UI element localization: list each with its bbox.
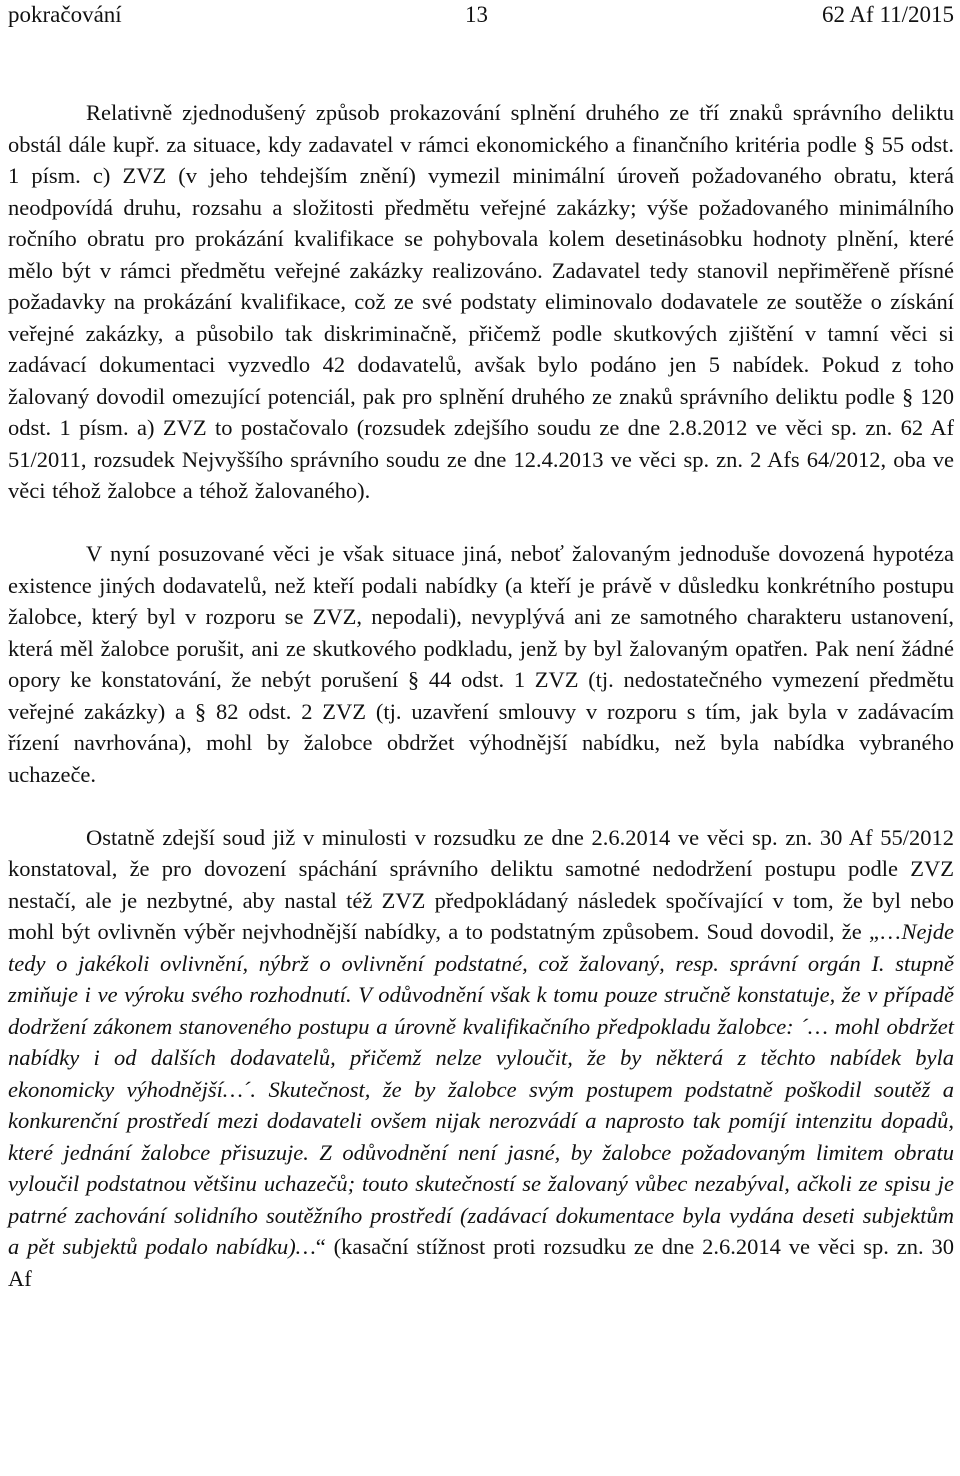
header-continuation-label: pokračování <box>8 2 122 27</box>
document-body <box>8 97 954 1294</box>
paragraph-3 <box>8 822 954 1295</box>
paragraph-1: Relativně zjednodušený způsob prokazování splnění druhého ze tří znaků správního deliktu obstál dále kupř. za situace, kdy zadavatel v rámci ekonomického a finančního kritéria podle § 55 odst. 1 písm. c) ZVZ (v jeho tehdejším znění) vymezil minimální úroveň požadovaného obratu, která neodpovídá druhu, rozsahu a složitosti předmětu veřejné zakázky; výše požadovaného minimálního ročního obratu pro prokázání kvalifikace se pohybovala kolem desetinásobku hodnoty plnění, které mělo být v rámci předmětu veřejné zakázky realizováno. Zadavatel tedy stanovil nepřiměřeně přísné požadavky na prokázání kvalifikace, což ze své podstaty eliminovalo dodavatele ze soutěže o získání veřejné zakázky, a působilo tak diskriminačně, přičemž podle skutkových zjištění v tamní věci si zadávací dokumentaci vyzvedlo 42 dodavatelů, avšak bylo podáno jen 5 nabídek. Pokud z toho žalovaný dovodil omezující potenciál, pak pro splnění druhého ze znaků správního deliktu podle § 120 odst. 1 písm. a) ZVZ to postačovalo (rozsudek zdejšího soudu ze dne 2.8.2012 ve věci sp. zn. 62 Af 51/2011, rozsudek Nejvyššího správního soudu ze dne 12.4.2013 ve věci sp. zn. 2 Afs 64/2012, oba ve věci téhož žalobce a téhož žalovaného). <box>8 100 954 503</box>
paragraph-3-citation: “ (kasační stížnost proti rozsudku ze dne 2.6.2014 ve věci sp. zn. 30 Af <box>8 1234 954 1291</box>
case-number: 62 Af 11/2015 <box>821 2 954 27</box>
paragraph-3-intro: Ostatně zdejší soud již v minulosti v rozsudku ze dne 2.6.2014 ve věci sp. zn. 30 Af 55/2012 konstatoval, že pro dovození spáchání správního deliktu samotné nedodržení postupu podle ZVZ nestačí, ale je nezbytné, aby nastal též ZVZ předpokládaný následek spočívající v tom, že byl nebo mohl být ovlivněn výběr nejvhodnější nabídky, a to podstatným způsobem. Soud dovodil, že „… <box>8 824 954 944</box>
page-number: 13 <box>465 2 488 27</box>
paragraph-2: V nyní posuzované věci je však situace jiná, neboť žalovaným jednoduše dovozená hypotéza existence jiných dodavatelů, než kteří podali nabídky (a kteří je právě v důsledku konkrétního postupu žalobce, který byl v rozporu se ZVZ, nepodali), nevyplývá ani ze samotného charakteru ustanovení, která měl žalobce porušit, ani ze skutkového podkladu, jenž by byl žalovaným opatřen. Pak není žádné opory ke konstatování, že nebýt porušení § 44 odst. 1 ZVZ (tj. nedostatečného vymezení předmětu veřejné zakázky) a § 82 odst. 2 ZVZ (tj. uzavření smlouvy v rozporu s tím, jak byla v zadávacím řízení navrhována), mohl by žalobce obdržet výhodnější nabídku, než byla nabídka vybraného uchazeče. <box>8 541 954 787</box>
page-header <box>8 0 954 30</box>
paragraph-3-quotation: Nejde tedy o jakékoli ovlivnění, nýbrž o ovlivnění podstatné, což žalovaný, resp. správní orgán I. stupně zmiňuje i ve výroku svého rozhodnutí. V odůvodnění však k tomu pouze stručně konstatuje, že v případě dodržení zákonem stanoveného postupu a úrovně kvalifikačního předpokladu žalobce: ´… mohl obdržet nabídky i od dalších dodavatelů, přičemž nelze vyloučit, že by některá z těchto nabídek byla ekonomicky výhodnější…´. Skutečnost, že by žalobce svým postupem podstatně poškodil soutěž a konkurenční prostředí mezi dodavateli ovšem nijak nerozvádí a naprosto tak pomíjí intenzitu dopadů, které jednání žalobce přisuzuje. Z odůvodnění není jasné, by žalobce požadovaným limitem obratu vyloučil podstatnou většinu uchazečů; touto skutečností se žalovaný vůbec nezabýval, ačkoli ze spisu je patrné zachování solidního soutěžního prostředí (zadávací dokumentace byla vydána deseti subjektům a pět subjektů podalo nabídku)… <box>8 919 954 1259</box>
